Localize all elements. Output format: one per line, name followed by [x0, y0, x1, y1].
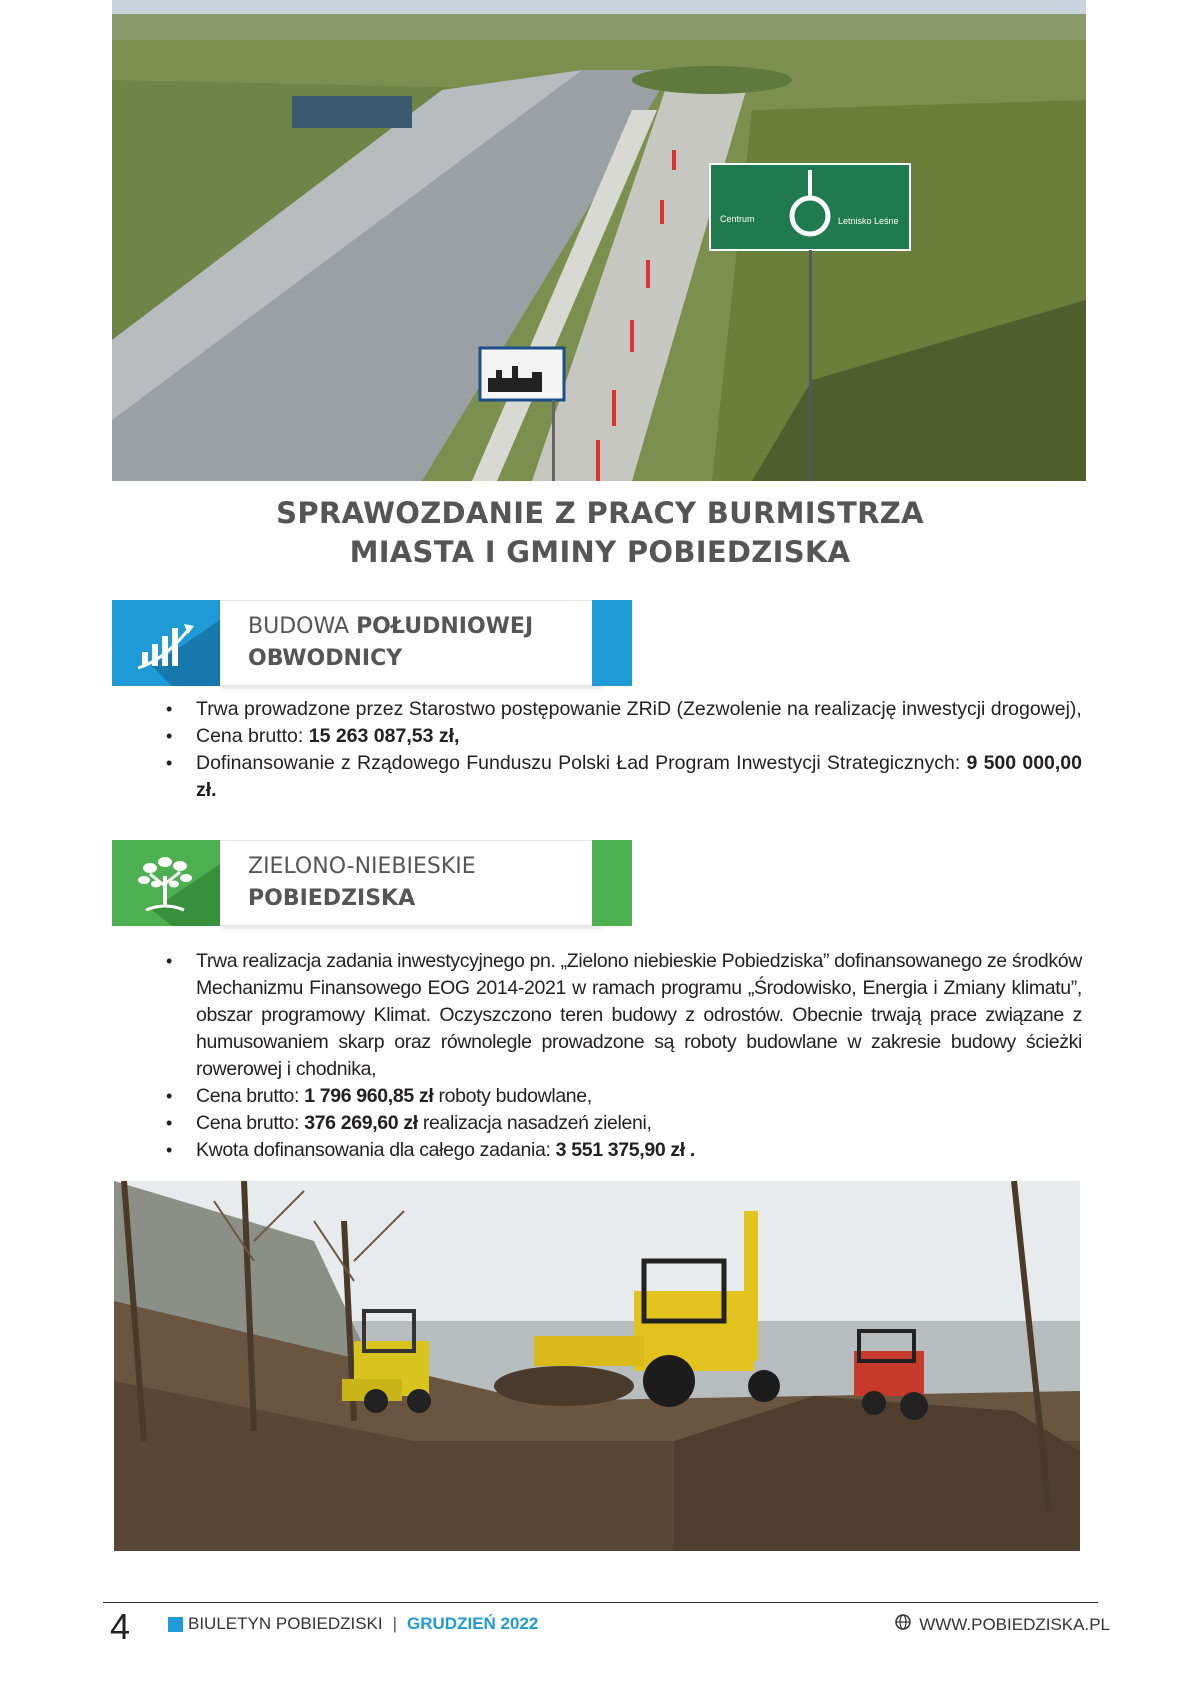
footer-website[interactable]: [895, 1614, 1110, 1635]
list-item: • Cena brutto: 376 269,60 zł realizacja nasadzeń zieleni,: [166, 1110, 1082, 1137]
issue-date: GRUDZIEŃ 2022: [407, 1614, 539, 1633]
page-title: [150, 494, 1050, 572]
section-title-line1: ZIELONO-NIEBIESKIE: [248, 854, 476, 879]
footer-publication: [168, 1614, 538, 1634]
section-tab-accent: [592, 600, 632, 686]
square-icon: [168, 1617, 183, 1632]
publication-name: BIULETYN POBIEDZISKI: [188, 1614, 383, 1633]
list-item: • Kwota dofinansowania dla całego zadania: 3 551 375,90 zł .: [166, 1137, 1082, 1164]
globe-icon: [895, 1614, 911, 1635]
page-number: 4: [110, 1606, 131, 1647]
footer-separator: |: [392, 1614, 398, 1633]
list-item: • Cena brutto: 15 263 087,53 zł,: [166, 723, 1082, 750]
tree-icon: [112, 840, 220, 926]
section-title-line2: POBIEDZISKA: [248, 886, 416, 911]
sign-left-label: Centrum: [720, 214, 755, 224]
section-tab-accent: [592, 840, 632, 926]
section-header-zielono-niebieskie: [112, 840, 632, 926]
list-item: • Trwa prowadzone przez Starostwo postępowanie ZRiD (Zezwolenie na realizację inwestycji drogowej),: [166, 696, 1082, 723]
section-title-line1: BUDOWA POŁUDNIOWEJ: [248, 614, 534, 639]
section1-bullet-list: [166, 696, 1082, 804]
footer-divider: [103, 1602, 1098, 1603]
list-item: • Dofinansowanie z Rządowego Funduszu Polski Ład Program Inwestycji Strategicznych: 9 500 000,00 zł.: [166, 750, 1082, 804]
sign-right-label: Letnisko Leśne: [838, 216, 899, 226]
section2-bullet-list: [166, 948, 1082, 1164]
top-photo-road: [112, 0, 1086, 481]
list-item: • Cena brutto: 1 796 960,85 zł roboty budowlane,: [166, 1083, 1082, 1110]
chart-growth-icon: [112, 600, 220, 686]
list-item: • Trwa realizacja zadania inwestycyjnego pn. „Zielono niebieskie Pobiedziska” dofinansowanego ze środków Mechanizmu Finansowego EOG 2014-2021 w ramach programu „Środowisko, Energia i Zmiany klimatu”, obszar programowy Klimat. Oczyszczono teren budowy z odrostów. Obecnie trwają prace związane z humusowaniem skarp oraz równolegle prowadzone są roboty budowlane w zakresie budowy ścieżki rowerowej i chodnika,: [166, 948, 1082, 1083]
page-title-line2: MIASTA I GMINY POBIEDZISKA: [349, 535, 851, 569]
website-link[interactable]: WWW.POBIEDZISKA.PL: [919, 1614, 1110, 1634]
section-header-obwodnica: [112, 600, 632, 686]
page-title-line1: SPRAWOZDANIE Z PRACY BURMISTRZA: [276, 496, 924, 530]
bottom-photo-construction: [114, 1181, 1080, 1551]
section-title-line2: OBWODNICY: [248, 646, 403, 671]
